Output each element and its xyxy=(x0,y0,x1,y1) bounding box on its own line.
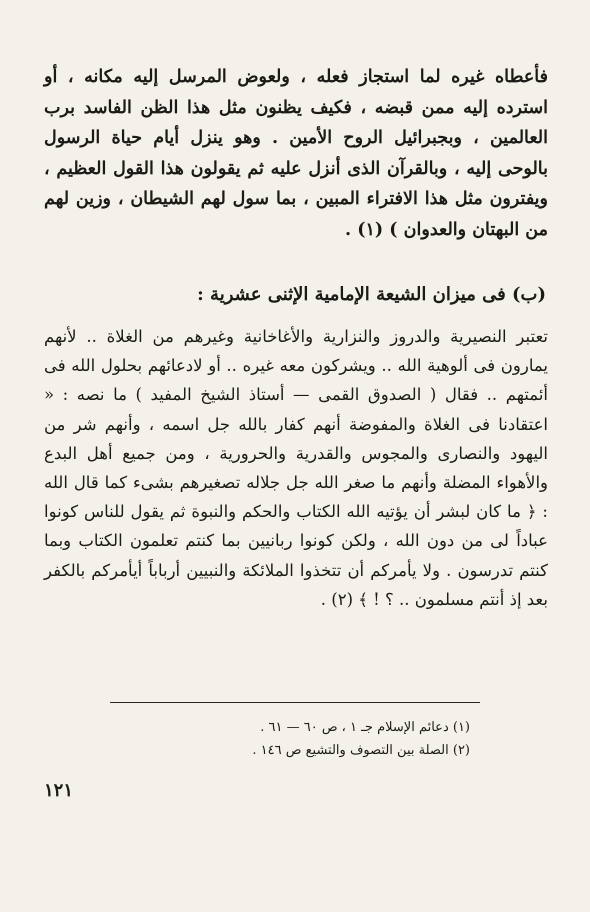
footnote-separator xyxy=(110,702,480,703)
page-number: ١٢١ xyxy=(44,780,74,801)
footnote-1: (١) دعائم الإسلام جـ ١ ، ص ٦٠ — ٦١ . xyxy=(260,720,470,735)
footnote-2: (٢) الصلة بين التصوف والتشيع ص ١٤٦ . xyxy=(252,743,470,758)
paragraph-2: تعتبر النصيرية والدروز والنزارية والأغاخانية وغيرهم من الغلاة .. لأنهم يمارون فى ألوهية الله .. ويشركون معه غيره .. أو لادعائهم بحلول الله فى أئمتهم .. فقال ( الصدوق القمى — أستاذ الشيخ المفيد ) ما نصه : « اعتقادنا فى الغلاة والمفوضة أنهم كفار بالله جل اسمه ، وأنهم شر من اليهود والنصارى والمجوس والقدرية والحرورية ، ومن جميع أهل البدع والأهواء المضلة وأنهم ما صغر الله جل جلاله تصغيرهم بشىء كما قال الله : ﴿ ما كان لبشر أن يؤتيه الله الكتاب والحكم والنبوة ثم يقول للناس كونوا عباداً لى من دون الله ، ولكن كونوا ربانيين بما كنتم تعلمون الكتاب وبما كنتم تدرسون . ولا يأمركم أن تتخذوا الملائكة والنبيين أرباباً أيأمركم بالكفر بعد إذ أنتم مسلمون .. ؟ ! ﴾ (٢) . xyxy=(44,327,548,609)
paragraph-1: فأعطاه غيره لما استجاز فعله ، ولعوض المرسل إليه مكانه ، أو استرده إليه ممن قبضه ، فكيف يظنون مثل هذا الظن الفاسد برب العالمين ، وبجبرائيل الروح الأمين . وهو ينزل أيام حياة الرسول بالوحى إليه ، وبالقرآن الذى أنزل عليه ثم يقولون هذا القول العظيم ، ويفترون مثل هذا الافتراء المبين ، بما سول لهم الشيطان ، وزين لهم من البهتان والعدوان ) (١) . xyxy=(44,67,548,240)
footnotes-list xyxy=(110,716,470,762)
section-heading: (ب) فى ميزان الشيعة الإمامية الإثنى عشرية : xyxy=(197,284,546,305)
